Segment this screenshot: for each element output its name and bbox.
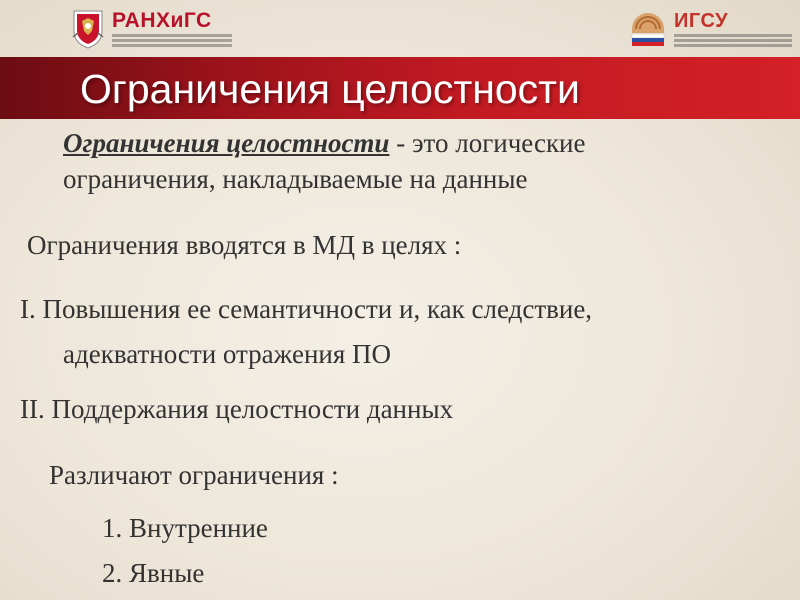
igsu-logo-text: ИГСУ	[674, 9, 729, 32]
ranepa-logo-fine-print	[112, 44, 232, 47]
kinds-intro: Различают ограничения :	[49, 460, 339, 490]
goal-1-line-1: I. Повышения ее семантичности и, как следствие,	[20, 294, 593, 324]
eagle-emblem-icon	[70, 7, 106, 49]
igsu-logo	[628, 6, 792, 50]
ranepa-logo-text: РАНХиГС	[112, 8, 212, 32]
goal-2: II. Поддержания целостности данных	[20, 394, 454, 424]
definition-line-2: ограничения, накладываемые на данные	[63, 164, 528, 194]
goal-1-line-2: адекватности отражения ПО	[63, 339, 392, 369]
kind-item-1: 1. Внутренние	[102, 513, 268, 543]
ranepa-logo-fine-print	[112, 39, 232, 42]
kind-item-2: 2. Явные	[102, 558, 205, 588]
igsu-logo-fine-print	[674, 34, 792, 37]
slide-title: Ограничения целостности	[80, 66, 580, 112]
igsu-logo-fine-print	[674, 44, 792, 47]
igsu-logo-fine-print	[674, 39, 792, 42]
definition-text: - это логические	[389, 128, 586, 158]
ranepa-logo	[70, 6, 232, 50]
defined-term: Ограничения целостности	[63, 128, 390, 158]
round-emblem-icon	[628, 7, 668, 49]
ranepa-logo-fine-print	[112, 34, 232, 37]
purpose-intro: Ограничения вводятся в МД в целях :	[27, 230, 462, 260]
definition-line-1	[63, 126, 586, 161]
